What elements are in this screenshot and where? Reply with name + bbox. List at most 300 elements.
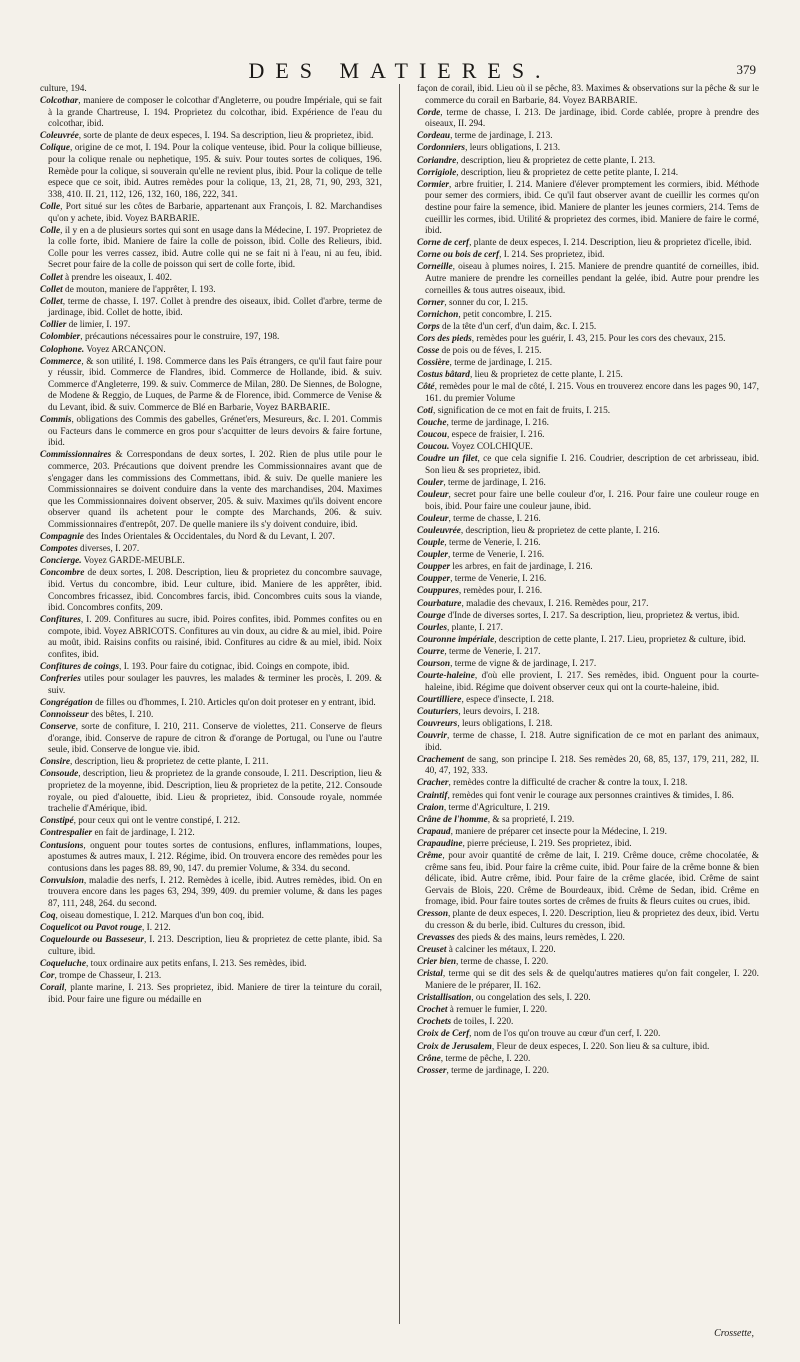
entry-headword: Commerce	[40, 356, 82, 367]
index-entry	[417, 108, 759, 131]
index-entry	[417, 334, 759, 346]
entry-headword: Coquelourde ou Basseseur	[40, 935, 144, 946]
entry-text: , description, lieu & proprietez de cette petite plante, I. 214.	[456, 167, 679, 178]
entry-text: , signification de ce mot en fait de fruits, I. 215.	[433, 406, 611, 417]
entry-headword: Coq	[40, 911, 56, 922]
entry-text: , terme d'Agriculture, I. 219.	[443, 802, 550, 813]
entry-text: , plante marine, I. 213. Ses proprietez, ibid. Maniere de tirer la teinture du corail, ibid. Pour faire une figure ou médaille en	[48, 983, 382, 1005]
entry-headword: Contusions	[40, 840, 84, 851]
entry-headword: Croix de Cerf	[417, 1029, 470, 1040]
catchword: Crossette,	[714, 1328, 754, 1339]
index-entry	[40, 769, 382, 815]
index-entry	[40, 357, 382, 415]
index-entry	[417, 839, 759, 851]
entry-text: , & sa proprieté, I. 219.	[487, 814, 575, 825]
entry-headword: Cristallisation	[417, 993, 472, 1004]
entry-text: de limier, I. 197.	[66, 320, 131, 331]
running-head: DES MATIERES.	[248, 58, 552, 83]
entry-headword: Corrigiole	[417, 167, 457, 178]
index-entry	[417, 635, 759, 647]
entry-headword: Compotes	[40, 544, 78, 555]
entry-text: , terme de jardinage, I. 215.	[449, 358, 553, 369]
entry-headword: Couleuvrée	[417, 525, 461, 536]
entry-text: des Indes Orientales & Occidentales, du Nord & du Levant, I. 207.	[83, 532, 335, 543]
index-entry	[417, 993, 759, 1005]
index-entry	[417, 370, 759, 382]
entry-text: de pois ou de féves, I. 215.	[439, 346, 542, 357]
entry-text: , terme de jardinage, I. 216.	[443, 478, 546, 489]
index-entry	[40, 757, 382, 769]
index-entry	[417, 969, 759, 992]
entry-text: de mouton, maniere de l'apprêter, I. 193.	[62, 284, 216, 295]
index-entry	[40, 556, 382, 568]
entry-text: , I. 209. Confitures au sucre, ibid. Poires confites, ibid. Pommes confites ou en compote, ibid. Voyez ABRICOTS. Confitures au vin doux, au cidre & au miel, ibid. Poire au moût, ibid. Raisins confits ou raisiné, ibid. Confitures au cidre & au miel, ibid. Noix confites, ibid.	[48, 615, 382, 660]
entry-text: , maniere de préparer cet insecte pour la Médecine, I. 219.	[450, 826, 667, 837]
entry-headword: Coti	[417, 406, 434, 417]
entry-headword: Colophone.	[40, 344, 85, 355]
entry-headword: Courte-haleine	[417, 671, 475, 682]
entry-headword: Crapaudine	[417, 838, 463, 849]
entry-headword: Creuset	[417, 945, 447, 956]
entry-text: diverses, I. 207.	[77, 544, 140, 555]
entry-text: , maladie des nerfs, I. 212. Remèdes à icelle, ibid. Autres remèdes, ibid. On en trouvera encore dans les pages 63, 294, 399, 409. du premier volume, & dans les pages 87, 111, 248, 264. du second.	[48, 875, 382, 909]
index-entry	[417, 1054, 759, 1066]
entry-text: , I. 213. Description, lieu & proprietez de cette plante, ibid. Sa culture, ibid.	[48, 935, 383, 957]
entry-text: à remuer le fumier, I. 220.	[447, 1005, 548, 1016]
entry-text: , I. 214. Ses proprietez, ibid.	[499, 250, 605, 261]
entry-headword: Cristal	[417, 969, 443, 980]
entry-text: , terme de chasse, I. 213. De jardinage, ibid. Corde cablée, propre à prendre des oiseaux, II. 294.	[425, 107, 759, 130]
index-entry	[417, 84, 759, 107]
entry-text: , leurs obligations, I. 213.	[465, 143, 561, 154]
entry-headword: Colique	[40, 143, 70, 154]
entry-text: en fait de jardinage, I. 212.	[92, 828, 195, 839]
entry-headword: Cors des pieds	[417, 333, 472, 344]
entry-headword: Courles	[417, 622, 447, 633]
index-entry	[417, 574, 759, 586]
entry-headword: Crapaud	[417, 826, 451, 837]
index-entry	[40, 662, 382, 674]
index-entry	[40, 332, 382, 344]
entry-headword: Colcothar	[40, 96, 79, 107]
index-entry	[417, 731, 759, 754]
entry-text: de filles ou d'hommes, I. 210. Articles qu'on doit proteser en y entrant, ibid.	[92, 697, 376, 708]
entry-text: , Port situé sur les côtes de Barbarie, appartenant aux François, I. 82. Marchandises qu'on y achete, ibid. Voyez BARBARIE.	[48, 201, 382, 224]
index-entry	[417, 454, 759, 477]
entry-headword: Constipé	[40, 816, 74, 827]
entry-text: Voyez ARCANÇON.	[84, 344, 166, 355]
entry-text: , pour ceux qui ont le ventre constipé, I. 212.	[73, 816, 241, 827]
index-entry	[417, 599, 759, 611]
entry-text: , description de cette plante, I. 217. Lieu, proprietez & culture, ibid.	[494, 634, 746, 645]
index-entry	[417, 310, 759, 322]
index-entry	[417, 538, 759, 550]
entry-text: utiles pour soulager les pauvres, les malades & terminer les procès, I. 209. & suiv.	[48, 674, 382, 696]
entry-text: , pour avoir quantité de crême de lait, I. 219. Crême douce, crême chocolatée, & crême sans feu, ibid. Pour faire la crême cuite, ibid. Pour faire de la crême bonne & bien délicate, ibid. Autre crême, ibid. Pour faire de la crême glacée, ibid. Crême de saint Gervais de Blois, 220. Crême de Bourdeaux, ibid. Crême de Sedan, ibid. Crême en fromage, ibid. Pour faire toutes sortes de crêmes de fruits & fleurs cuites ou crues, ibid.	[425, 851, 759, 908]
index-entry	[417, 490, 759, 513]
entry-headword: Cor	[40, 971, 55, 982]
entry-text: , toux ordinaire aux petits enfans, I. 213. Ses remèdes, ibid.	[85, 958, 307, 969]
entry-headword: Couronne impériale	[417, 634, 495, 645]
entry-text: , oiseau domestique, I. 212. Marques d'un bon coq, ibid.	[55, 911, 264, 922]
entry-text: , trompe de Chasseur, I. 213.	[54, 971, 162, 982]
entry-headword: Collet	[40, 284, 63, 295]
entry-text: , terme de jardinage, I. 213.	[450, 131, 553, 142]
entry-headword: Contrespalier	[40, 828, 93, 839]
entry-headword: Collet	[40, 272, 63, 283]
entry-text: , terme de chasse, I. 216.	[448, 513, 541, 524]
entry-headword: Courbature	[417, 598, 462, 609]
index-entry	[40, 131, 382, 143]
entry-text: , précautions nécessaires pour le construire, 197, 198.	[80, 332, 280, 343]
entry-text: , description, lieu & proprietez de cette plante, I. 216.	[460, 525, 660, 536]
entry-headword: Coucou.	[417, 442, 450, 453]
index-entry	[417, 957, 759, 969]
index-entry	[417, 550, 759, 562]
index-entry	[417, 322, 759, 334]
index-entry	[417, 406, 759, 418]
index-entry	[40, 226, 382, 272]
entry-headword: Couleur	[417, 513, 449, 524]
entry-headword: Corne de cerf	[417, 238, 470, 249]
index-entry	[40, 615, 382, 661]
entry-text: , description, lieu & proprietez de cette plante, I. 211.	[69, 757, 269, 768]
entry-text: des bêtes, I. 210.	[88, 709, 154, 720]
entry-text: , espece de fraisier, I. 216.	[446, 430, 545, 441]
entry-headword: Cresson	[417, 909, 449, 920]
entry-headword: Crême	[417, 851, 443, 861]
entry-text: de toiles, I. 220.	[451, 1017, 514, 1028]
entry-headword: Confitures	[40, 615, 81, 626]
index-entry	[417, 131, 759, 143]
index-entry	[40, 202, 382, 225]
index-entry	[40, 841, 382, 876]
entry-headword: Corail	[40, 983, 65, 994]
index-entry	[40, 722, 382, 757]
entry-text: , arbre fruitier, I. 214. Maniere d'élever promptement les cormiers, ibid. Méthode pour semer des cormiers, ibid. Ce qu'il faut observer avant de cueillir les cormes qu'on destine pour faire la semence, ibid. Maniere de planter les jeunes cormiers, 214. Tems de cueillir les cormes, ibid. Utilité & proprietez des cormes, ibid. Maniere de faire le cormé, ibid.	[425, 179, 759, 237]
entry-text: , & son utilité, I. 198. Commerce dans les Païs étrangers, ce qu'il faut faire pour y réussir, ibid. Commerce de Flandres, ibid. Commerce de Hollande, ibid. & suiv. Commerce d'Angleterre, 199. & suiv. Commerce de Milan, 280. De Siennes, de Bologne, de Modene & Reggio, de Luques, de Parme & de Florence, ibid. Commerce de Venise & du Levant, ibid. & suiv. Commerce de Blé en Barbarie, Voyez BARBARIE.	[48, 356, 382, 414]
entry-headword: Corne ou bois de cerf	[417, 250, 500, 261]
entry-text: , plante de deux especes, I. 214. Description, lieu & proprietez d'icelle, ibid.	[469, 238, 752, 249]
entry-headword: Confreries	[40, 674, 81, 685]
entry-text: , leurs devoirs, I. 218.	[458, 706, 540, 717]
index-entry	[417, 659, 759, 671]
entry-text: , origine de ce mot, I. 194. Pour la colique venteuse, ibid. Pour la colique billieuse, pour la colique renale ou nephetique, 195. & suiv. Pour toutes sortes de coliques, 196. Remède pour la colique, si souverain qu'elle ne revient plus, ibid. Pour la colique de telle espece que ce soit, ibid. Autres remèdes pour la colique, 13, 21, 28, 71, 90, 293, 321, 338, 410. II. 21, 112, 126, 132, 160, 186, 222, 341.	[48, 143, 382, 200]
entry-headword: Corneille	[417, 262, 453, 273]
index-entry	[417, 346, 759, 358]
entry-text: , I. 212.	[142, 923, 171, 934]
entry-text: de la tête d'un cerf, d'un daim, &c. I. 215.	[439, 321, 597, 332]
index-entry	[417, 250, 759, 262]
entry-text: , nom de l'os qu'on trouve au cœur d'un cerf, I. 220.	[469, 1029, 661, 1040]
entry-headword: Craion	[417, 802, 444, 813]
index-entry	[40, 415, 382, 450]
entry-headword: Collier	[40, 320, 67, 331]
index-entry	[417, 262, 759, 297]
entry-text: de sang, son principe I. 218. Ses remèdes 20, 68, 85, 137, 179, 211, 282, II. 40, 47, 192, 333.	[425, 754, 759, 777]
entry-headword: Concierge.	[40, 556, 82, 567]
entry-text: , terme de jardinage, I. 220.	[446, 1065, 549, 1076]
entry-text: des pieds & des mains, leurs remèdes, I. 220.	[454, 933, 625, 944]
entry-text: , il y en a de plusieurs sortes qui sont en usage dans la Médecine, I. 197. Proprietez de la colle forte, ibid. Maniere de faire la colle de poisson, ibid. Colle des Relieurs, ibid. Colle pour les verres cassez, ibid. Autre colle qui ne se fait ni à l'eau, ni au feu, ibid. Secret pour faire de la colle de poisson qui sert de colle forte, ibid.	[48, 225, 382, 271]
entry-headword: Consoude	[40, 769, 79, 780]
entry-headword: Couple	[417, 538, 445, 549]
entry-text: , d'où elle provient, I. 217. Ses remèdes, ibid. Onguent pour la courte-haleine, ibid. Régime que doivent observer ceux qui ont la courte-haleine, ibid.	[425, 671, 759, 693]
index-entry	[417, 755, 759, 778]
entry-text: , ou congelation des sels, I. 220.	[471, 993, 591, 1004]
entry-headword: Courge	[417, 610, 446, 621]
index-entry	[417, 1005, 759, 1017]
index-entry	[417, 611, 759, 623]
entry-headword: Couvrir	[417, 731, 447, 742]
index-entry	[40, 816, 382, 828]
entry-headword: Croix de Jerusalem	[417, 1041, 492, 1052]
entry-text: , Fleur de deux especes, I. 220. Son lieu & sa culture, ibid.	[491, 1041, 710, 1052]
entry-headword: Convulsion	[40, 875, 84, 886]
entry-text: , remèdes pour, I. 216.	[458, 586, 543, 597]
index-entry	[417, 945, 759, 957]
entry-text: , oiseau à plumes noires, I. 215. Maniere de prendre quantité de corneilles, ibid. Autre maniere de prendre les corneilles pendant la gelée, ibid. Autre pour prendre les corneilles & tous autres oiseaux, ibid.	[425, 262, 759, 296]
entry-headword: Commissionnaires	[40, 450, 112, 461]
index-entry	[417, 1066, 759, 1078]
index-entry	[417, 1042, 759, 1054]
entry-headword: Couvreurs	[417, 718, 458, 729]
index-entry	[40, 96, 382, 131]
index-entry	[417, 1017, 759, 1029]
index-entry	[40, 698, 382, 710]
entry-text: de deux sortes, I. 208. Description, lieu & proprietez du concombre sauvage, ibid. Vertus du concombre, ibid. Leur culture, ibid. Maniere de les apprêter, ibid. Concombres fricassez, ibid. Concombres farcis, ibid. Concombres cuits sous la viande, ibid. Concombres confits, 209.	[48, 568, 382, 614]
entry-headword: Côté	[417, 382, 435, 393]
entry-text: , description, lieu & proprietez de cette plante, I. 213.	[456, 155, 656, 166]
index-entry	[417, 778, 759, 790]
entry-headword: Commis	[40, 415, 72, 426]
entry-text: , lieu & proprietez de cette plante, I. 215.	[469, 370, 623, 381]
entry-text: , espece d'insecte, I. 218.	[461, 694, 554, 705]
index-entry	[417, 478, 759, 490]
index-entry	[417, 933, 759, 945]
index-entry	[417, 719, 759, 731]
entry-headword: Crâne de l'homme	[417, 814, 488, 825]
entry-text: , ce que cela signifie I. 216. Coudrier, description de cet arbrisseau, ibid. Son lieu & ses proprietez, ibid.	[425, 454, 760, 476]
entry-headword: Costus bâtard	[417, 370, 470, 381]
column-divider	[399, 84, 400, 1324]
entry-headword: Coqueluche	[40, 958, 86, 969]
entry-text: , maladie des chevaux, I. 216. Remèdes pour, 217.	[461, 598, 649, 609]
entry-headword: Colombier	[40, 332, 81, 343]
entry-headword: Congrégation	[40, 697, 93, 708]
entry-headword: Cormier	[417, 179, 450, 190]
entry-text: , plante de deux especes, I. 220. Description, lieu & proprietez des deux, ibid. Vertu du cresson & du berle, ibid. Cultures du cresson, ibid.	[425, 909, 759, 932]
entry-text: , remèdes qui font venir le courage aux personnes craintives & timides, I. 86.	[447, 790, 734, 801]
entry-headword: Consire	[40, 757, 70, 768]
entry-headword: Coudre un filet	[417, 454, 478, 465]
index-entry	[40, 674, 382, 697]
index-entry	[417, 156, 759, 168]
entry-text: Voyez GARDE-MEUBLE.	[81, 556, 185, 567]
index-entry	[417, 358, 759, 370]
index-entry	[40, 320, 382, 332]
index-entry	[417, 430, 759, 442]
entry-text: , description, lieu & proprietez de la grande consoude, I. 211. Description, lieu & proprietez de la moyenne, ibid. Description, lieu & proprietez de la petite, 212. Consoude royale, ou pied d'alouette, ibid. Lieu & proprietez, ibid. Consoude royale, nommée trachelie d'Amérique, ibid.	[48, 769, 382, 815]
entry-text: Voyez COLCHIQUE.	[449, 442, 533, 453]
entry-headword: Couler	[417, 478, 444, 489]
entry-headword: Corps	[417, 321, 440, 332]
entry-headword: Colle	[40, 225, 61, 236]
entry-headword: Crevasses	[417, 933, 455, 944]
entry-text: , terme de chasse, I. 197. Collet à prendre des oiseaux, ibid. Collet d'arbre, terme de jardinage, ibid. Collet de hotte, ibid.	[48, 296, 382, 319]
entry-headword: Compagnie	[40, 532, 84, 543]
index-entry	[40, 544, 382, 556]
left-column	[40, 84, 382, 1007]
entry-headword: Corde	[417, 107, 441, 118]
index-entry	[417, 143, 759, 155]
entry-text: , terme de Venerie, I. 216.	[444, 538, 541, 549]
entry-text: , remèdes pour le mal de côté, I. 215. Vous en trouverez encore dans les pages 90, 147, 161. du premier Volume	[425, 382, 759, 404]
entry-headword: Courtilliere	[417, 694, 462, 705]
entry-headword: Connoisseur	[40, 709, 89, 720]
entry-text: , terme de vigne & de jardinage, I. 217.	[450, 659, 597, 669]
index-entry	[40, 911, 382, 923]
entry-text: , secret pour faire une belle couleur d'or, I. 216. Pour faire une couleur rouge en bois, ibid. Pour faire une couleur jaune, ibid.	[425, 490, 759, 512]
index-entry	[417, 671, 759, 694]
index-entry	[417, 298, 759, 310]
index-entry	[40, 273, 382, 285]
entry-headword: Colle	[40, 201, 61, 212]
index-entry	[417, 1029, 759, 1041]
entry-text: , pierre précieuse, I. 219. Ses proprietez, ibid.	[462, 838, 632, 849]
entry-headword: Crône	[417, 1053, 441, 1064]
index-entry	[40, 935, 382, 958]
index-entry	[417, 815, 759, 827]
index-entry	[417, 586, 759, 598]
entry-text: , terme qui se dit des sels & de quelqu'autres matieres qu'on fait congeler, I. 220. Maniere de le préparer, II. 162.	[425, 969, 759, 992]
entry-headword: Collet	[40, 296, 63, 307]
entry-text: , sonner du cor, I. 215.	[444, 297, 528, 308]
index-entry	[40, 143, 382, 201]
entry-headword: Coriandre	[417, 155, 457, 166]
entry-text: façon de corail, ibid. Lieu où il se pêche, 83. Maximes & observations sur la pêche & sur le commerce du corail en Barbarie, 84. Voyez BARBARIE.	[417, 84, 759, 106]
entry-text: , I. 193. Pour faire du cotignac, ibid. Coings en compote, ibid.	[119, 662, 350, 673]
entry-headword: Couleur	[417, 490, 449, 501]
entry-text: , leurs obligations, I. 218.	[457, 718, 553, 729]
entry-text: , terme de Venerie, I. 216.	[448, 550, 545, 561]
entry-headword: Cosse	[417, 346, 440, 357]
index-entry	[417, 791, 759, 803]
index-entry	[417, 168, 759, 180]
entry-headword: Coupper	[417, 574, 451, 585]
entry-text: & Correspondans de deux sortes, I. 202. Rien de plus utile pour le commerce, 203. Précautions que doivent prendre les Commissionnaires avant que de s'engager dans les commissions des Commettans, ibid. & suiv. De quelle maniere les Commissionnaires se doivent conduire dans la vente des marchandises, 204. Maximes que les Commissionnaires doivent observer, 205. & suiv. Maximes qu'ils doivent encore observer quand ils achetent pour le compte des Marchands, 206. & suiv. Commissionnaires d'entrepôt, 207. De quelle maniere ils s'y doivent conduire, ibid.	[48, 450, 382, 530]
index-entry	[417, 180, 759, 238]
entry-text: , terme de Venerie, I. 217.	[444, 646, 541, 657]
entry-text: , terme de pêche, I. 220.	[440, 1053, 531, 1064]
entry-headword: Coquelicot ou Pavot rouge	[40, 923, 143, 934]
entry-headword: Coleuvrée	[40, 131, 79, 142]
entry-text: , obligations des Commis des gabelles, Grénet'ers, Mesureurs, &c. I. 201. Commis ou Facteurs dans le commerce en gros pour s'acquitter de leurs devoirs & faire fortune, ibid.	[48, 415, 382, 449]
entry-text: d'Inde de diverses sortes, I. 217. Sa description, lieu, proprietez & vertus, ibid.	[445, 610, 740, 621]
entry-headword: Corner	[417, 297, 445, 308]
entry-headword: Crochets	[417, 1017, 452, 1028]
index-entry	[417, 418, 759, 430]
index-entry	[40, 84, 382, 96]
entry-headword: Couche	[417, 418, 447, 429]
entry-text: , maniere de composer le colcothar d'Angleterre, ou poudre Impériale, qui se fait à la grande Chartreuse, I. 194. Proprietez du colcothar, ibid. Expérience de l'eau du colcothar, ibid.	[48, 96, 382, 130]
index-entry	[40, 923, 382, 935]
entry-headword: Conserve	[40, 722, 76, 733]
index-entry	[417, 851, 759, 909]
index-entry	[40, 983, 382, 1006]
index-entry	[40, 285, 382, 297]
entry-text: , terme de jardinage, I. 216.	[446, 418, 549, 429]
entry-text: , terme de Venerie, I. 216.	[450, 574, 547, 585]
entry-headword: Cossière	[417, 358, 450, 369]
index-entry	[417, 803, 759, 815]
index-entry	[417, 695, 759, 707]
entry-text: , sorte de confiture, I. 210, 211. Conserve de violettes, 211. Conserve de fleurs d'orange, ibid. Conserve de rapure de citron & d'orange de Portugal, ou l'une ou l'autre seule, ibid. Conserve de longue vie. ibid.	[48, 722, 382, 756]
index-entry	[40, 876, 382, 911]
entry-headword: Cordonniers	[417, 143, 466, 154]
index-entry	[40, 345, 382, 357]
entry-headword: Coupler	[417, 550, 448, 561]
index-entry	[417, 909, 759, 932]
entry-headword: Crier bien	[417, 957, 456, 968]
entry-text: , plante, I. 217.	[446, 622, 503, 633]
index-entry	[40, 450, 382, 531]
index-entry	[417, 526, 759, 538]
entry-headword: Concombre	[40, 568, 85, 579]
index-entry	[417, 647, 759, 659]
entry-text: , remèdes contre la difficulté de cracher & contre la toux, I. 218.	[448, 778, 688, 789]
entry-headword: Cordeau	[417, 131, 451, 142]
entry-text: à prendre les oiseaux, I. 402.	[62, 272, 172, 283]
index-entry	[417, 382, 759, 405]
index-entry	[40, 959, 382, 971]
entry-headword: Coupper	[417, 562, 451, 573]
index-entry	[40, 297, 382, 320]
entry-text: les arbres, en fait de jardinage, I. 216.	[450, 562, 593, 573]
entry-headword: Cornichon	[417, 309, 459, 320]
index-entry	[417, 707, 759, 719]
index-entry	[417, 623, 759, 635]
entry-headword: Craintif	[417, 790, 448, 801]
entry-headword: Couturiers	[417, 706, 459, 717]
entry-headword: Confitures de coings	[40, 662, 120, 673]
index-entry	[417, 827, 759, 839]
entry-text: , petit concombre, I. 215.	[458, 309, 552, 320]
entry-headword: Couppures	[417, 586, 459, 597]
entry-text: , remèdes pour les guérir, I. 43, 215. Pour les cors des chevaux, 215.	[471, 333, 726, 344]
right-column	[417, 84, 759, 1078]
page-number: 379	[736, 62, 756, 77]
entry-text: à calciner les métaux, I. 220.	[446, 945, 556, 956]
entry-text: , terme de chasse, I. 220.	[456, 957, 549, 968]
index-entry	[40, 532, 382, 544]
entry-headword: Courre	[417, 646, 445, 657]
index-entry	[40, 568, 382, 614]
entry-headword: Crochet	[417, 1005, 448, 1016]
entry-headword: Crosser	[417, 1065, 447, 1076]
entry-headword: Coucou	[417, 430, 447, 441]
entry-headword: Cracher	[417, 778, 449, 789]
index-entry	[40, 828, 382, 840]
index-entry	[417, 514, 759, 526]
index-entry	[40, 710, 382, 722]
entry-text: , onguent pour toutes sortes de contusions, enflures, inflammations, loupes, apostumes & autres maux, I. 212. Régime, ibid. On trouvera encore des remèdes pour les contusions dans les pages 88. 89, 90, 147. du premier Volume, & 334. du second.	[48, 840, 382, 874]
index-entry	[417, 238, 759, 250]
index-entry	[40, 971, 382, 983]
entry-text: , terme de chasse, I. 218. Autre signification de ce mot en parlant des animaux, ibid.	[425, 731, 759, 753]
entry-text: , sorte de plante de deux especes, I. 194. Sa description, lieu & proprietez, ibid.	[78, 131, 374, 142]
entry-headword: Crachement	[417, 754, 465, 765]
